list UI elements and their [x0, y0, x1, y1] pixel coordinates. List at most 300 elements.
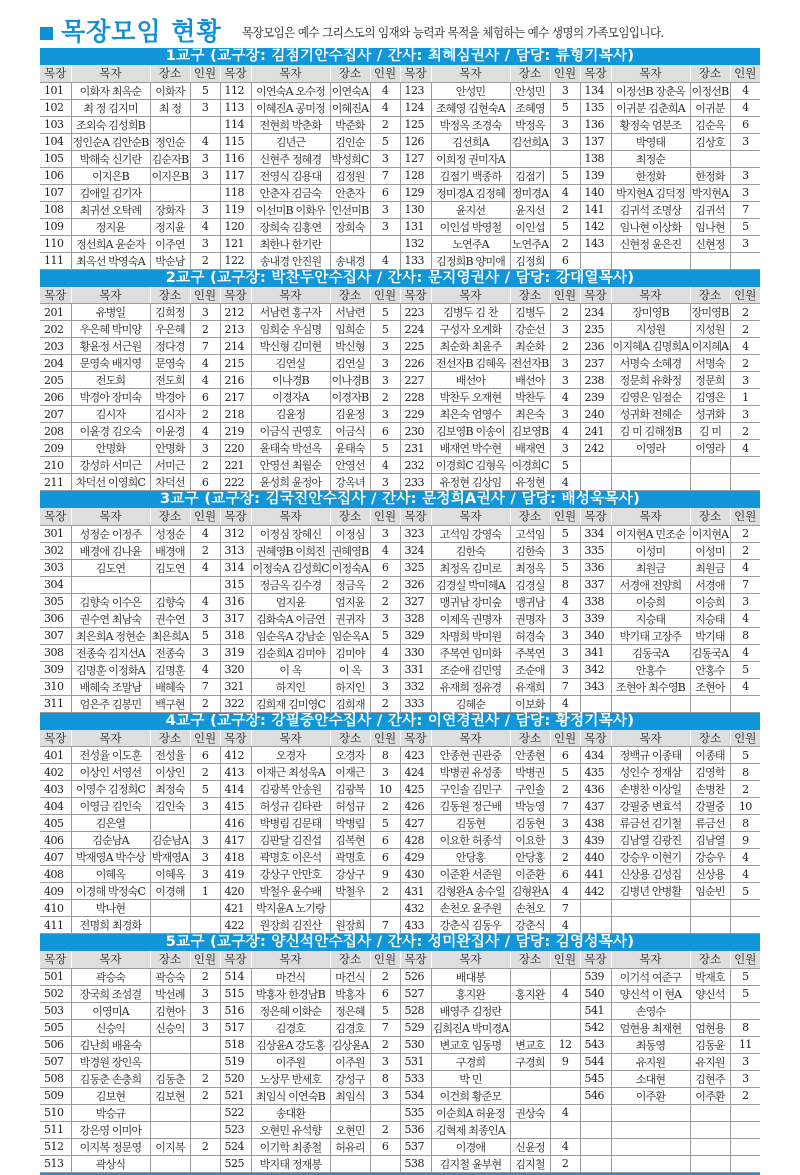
member-count: 4: [550, 917, 580, 934]
shepherd-names: 오경자: [251, 747, 330, 764]
column-header-shepherd-names: 목자: [251, 65, 330, 82]
meeting-place: 윤지선: [510, 201, 550, 218]
member-count: 3: [370, 150, 400, 167]
shepherd-names: 박 민: [431, 1070, 510, 1087]
member-count: 2: [550, 1155, 580, 1172]
meeting-place: 윤태숙: [330, 440, 370, 457]
member-count: 2: [730, 525, 760, 542]
shepherd-names: 정은혜 이화순: [251, 1002, 330, 1019]
meeting-place: 안홍수: [690, 661, 730, 678]
member-count: [190, 1121, 220, 1138]
shepherd-names: 박신형 김미현: [251, 338, 330, 355]
group-number: 305: [40, 593, 71, 610]
column-header-meeting-place: 장소: [150, 951, 190, 968]
table-row: [40, 133, 760, 150]
meeting-place: 안명화: [150, 440, 190, 457]
group-number: 405: [40, 815, 71, 832]
meeting-place: [150, 576, 190, 593]
shepherd-names: 이준환 서준원: [431, 866, 510, 883]
meeting-place: 노연주A: [510, 235, 550, 252]
member-count: 6: [550, 252, 580, 269]
group-number: 423: [400, 747, 431, 764]
column-header-meeting-place: 장소: [690, 508, 730, 525]
meeting-place: 김현아: [150, 1002, 190, 1019]
member-count: 3: [730, 235, 760, 252]
shepherd-names: 김상윤A 강도홍: [251, 1036, 330, 1053]
table-row: [40, 1002, 760, 1019]
group-number: 303: [40, 559, 71, 576]
column-header-shepherd-names: 목자: [431, 730, 510, 747]
shepherd-names: 이나경B: [251, 372, 330, 389]
meeting-place: 장미영B: [690, 304, 730, 321]
shepherd-names: 이정선B 장춘옥: [611, 82, 690, 99]
shepherd-names: 윤태숙 박선옥: [251, 440, 330, 457]
member-count: 3: [550, 406, 580, 423]
column-header-group-number: 목장: [40, 287, 71, 304]
column-header-member-count: 인원: [190, 951, 220, 968]
table-row: [40, 593, 760, 610]
shepherd-names: 최정순: [611, 150, 690, 167]
shepherd-names: 이경애: [431, 1138, 510, 1155]
group-number: 109: [40, 218, 71, 235]
member-count: 3: [370, 661, 400, 678]
group-number: 138: [580, 150, 611, 167]
meeting-place: 강옥녀: [330, 474, 370, 491]
shepherd-names: 김윤정: [251, 406, 330, 423]
member-count: [730, 900, 760, 917]
member-count: [190, 576, 220, 593]
meeting-place: 문영숙: [150, 355, 190, 372]
meeting-place: 박경아: [150, 389, 190, 406]
member-count: [370, 235, 400, 252]
member-count: 4: [370, 99, 400, 116]
shepherd-names: 김년근: [251, 133, 330, 150]
member-count: 8: [370, 1070, 400, 1087]
member-count: 8: [370, 747, 400, 764]
member-count: [550, 150, 580, 167]
table-row: [40, 559, 760, 576]
shepherd-names: 이 옥: [251, 661, 330, 678]
meeting-place: 조현아: [690, 678, 730, 695]
group-number: 112: [220, 82, 251, 99]
shepherd-names: 박찬두 오재현: [431, 389, 510, 406]
shepherd-names: 이정숙A 김성희C: [251, 559, 330, 576]
meeting-place: [150, 900, 190, 917]
table-row: [40, 917, 760, 934]
meeting-place: 김경호: [330, 1019, 370, 1036]
member-count: [370, 1104, 400, 1121]
group-number: 545: [580, 1070, 611, 1087]
shepherd-names: [611, 695, 690, 712]
table-row: [40, 150, 760, 167]
table-row: [40, 218, 760, 235]
meeting-place: 김희정: [150, 304, 190, 321]
group-number: 403: [40, 781, 71, 798]
meeting-place: 최임식: [330, 1087, 370, 1104]
shepherd-names: 안당홍: [431, 849, 510, 866]
group-number: 426: [400, 798, 431, 815]
meeting-place: 김윤정: [330, 406, 370, 423]
column-header-group-number: 목장: [580, 508, 611, 525]
shepherd-names: 강은영 이미아: [71, 1121, 150, 1138]
group-number: 430: [400, 866, 431, 883]
member-count: [730, 695, 760, 712]
table-row: [40, 423, 760, 440]
meeting-place: 임나현: [690, 218, 730, 235]
meeting-place: [150, 1053, 190, 1070]
column-header-member-count: 인원: [730, 730, 760, 747]
shepherd-names: 조현아 최수영B: [611, 678, 690, 695]
shepherd-names: 지성원: [611, 321, 690, 338]
shepherd-names: 신현정 윤은진: [611, 235, 690, 252]
member-count: 6: [370, 1138, 400, 1155]
member-count: [190, 1053, 220, 1070]
group-number: 104: [40, 133, 71, 150]
meeting-place: 양신석: [690, 985, 730, 1002]
group-number: 412: [220, 747, 251, 764]
group-number: 529: [400, 1019, 431, 1036]
column-header-meeting-place: 장소: [330, 287, 370, 304]
group-number: 306: [40, 610, 71, 627]
shepherd-names: 김정희B 양미애: [431, 252, 510, 269]
member-count: 2: [370, 576, 400, 593]
table-row: [40, 695, 760, 712]
member-count: 3: [550, 133, 580, 150]
group-number: 111: [40, 252, 71, 269]
meeting-place: [690, 252, 730, 269]
shepherd-names: 유지원: [611, 1053, 690, 1070]
member-count: 2: [190, 968, 220, 985]
member-count: 3: [550, 355, 580, 372]
shepherd-names: 구성자 오계화: [431, 321, 510, 338]
member-count: [730, 1104, 760, 1121]
meeting-place: 권명자: [510, 610, 550, 627]
shepherd-names: 이지은B: [71, 167, 150, 184]
meeting-place: 이재근: [330, 764, 370, 781]
shepherd-names: 우은혜 박미양: [71, 321, 150, 338]
meeting-place: [150, 1121, 190, 1138]
group-number: 121: [220, 235, 251, 252]
group-number: 204: [40, 355, 71, 372]
shepherd-names: 김선희A: [431, 133, 510, 150]
member-count: 6: [190, 747, 220, 764]
meeting-place: 이화자: [150, 82, 190, 99]
group-number: 221: [220, 457, 251, 474]
group-number: 509: [40, 1087, 71, 1104]
shepherd-names: 이윤경 김오숙: [71, 423, 150, 440]
meeting-place: 신윤정: [510, 1138, 550, 1155]
shepherd-names: 양신석 이 현A: [611, 985, 690, 1002]
meeting-place: 이 옥: [330, 661, 370, 678]
group-number: 107: [40, 184, 71, 201]
meeting-place: 박정옥: [510, 116, 550, 133]
meeting-place: 박재호: [690, 968, 730, 985]
meeting-place: 강필중: [690, 798, 730, 815]
meeting-place: 박순남: [150, 252, 190, 269]
group-number: 418: [220, 849, 251, 866]
table-row: [40, 235, 760, 252]
group-number: 304: [40, 576, 71, 593]
group-number: 438: [580, 815, 611, 832]
meeting-place: 원장희: [330, 917, 370, 934]
table-row: [40, 338, 760, 355]
column-header-group-number: 목장: [580, 730, 611, 747]
shepherd-names: 마건식: [251, 968, 330, 985]
meeting-place: 오경자: [330, 747, 370, 764]
meeting-place: 임희순: [330, 321, 370, 338]
member-count: [730, 457, 760, 474]
group-number: 339: [580, 610, 611, 627]
group-number: 224: [400, 321, 431, 338]
group-number: 308: [40, 644, 71, 661]
group-number: 340: [580, 627, 611, 644]
shepherd-names: [611, 457, 690, 474]
group-number: 513: [40, 1155, 71, 1172]
shepherd-names: 엄은주 김봉민: [71, 695, 150, 712]
shepherd-names: 김애일 김기자: [71, 184, 150, 201]
shepherd-names: 이영금 김인숙: [71, 798, 150, 815]
table-row: [40, 1121, 760, 1138]
group-number: 218: [220, 406, 251, 423]
member-count: 10: [730, 798, 760, 815]
shepherd-names: 강춘식 김동우: [431, 917, 510, 934]
meeting-place: 이성미: [690, 542, 730, 559]
column-header-shepherd-names: 목자: [251, 508, 330, 525]
shepherd-names: 배선아: [431, 372, 510, 389]
shepherd-names: 윤성희 윤정아: [251, 474, 330, 491]
column-header-shepherd-names: 목자: [71, 508, 150, 525]
group-number: 216: [220, 372, 251, 389]
group-number: 334: [580, 525, 611, 542]
shepherd-names: 안명화: [71, 440, 150, 457]
shepherd-names: 박영태: [611, 133, 690, 150]
group-number: 525: [220, 1155, 251, 1172]
group-number: 133: [400, 252, 431, 269]
meeting-place: 박찬두: [510, 389, 550, 406]
meeting-place: 성귀화: [690, 406, 730, 423]
member-count: 6: [370, 559, 400, 576]
shepherd-names: 김경호: [251, 1019, 330, 1036]
shepherd-names: [611, 1104, 690, 1121]
meeting-place: 김동춘: [150, 1070, 190, 1087]
column-header-group-number: 목장: [400, 287, 431, 304]
member-count: 1: [190, 883, 220, 900]
group-number: 341: [580, 644, 611, 661]
district-table: [40, 508, 760, 713]
member-count: [190, 917, 220, 934]
shepherd-names: 손천오 윤주원: [431, 900, 510, 917]
member-count: 3: [370, 338, 400, 355]
member-count: 2: [730, 781, 760, 798]
meeting-place: 배혜숙: [150, 678, 190, 695]
table-row: [40, 832, 760, 849]
meeting-place: 박병림: [330, 815, 370, 832]
table-row: [40, 798, 760, 815]
meeting-place: 오현민: [330, 1121, 370, 1138]
meeting-place: 이인섭: [510, 218, 550, 235]
group-number: 427: [400, 815, 431, 832]
shepherd-names: 박해숙 신기란: [71, 150, 150, 167]
column-header-shepherd-names: 목자: [431, 508, 510, 525]
meeting-place: 구경희: [510, 1053, 550, 1070]
group-number: 515: [220, 985, 251, 1002]
table-row: [40, 883, 760, 900]
shepherd-names: 정선희A 윤순자: [71, 235, 150, 252]
meeting-place: 구인솔: [510, 781, 550, 798]
group-number: 330: [400, 644, 431, 661]
shepherd-names: 김동원 정근배: [431, 798, 510, 815]
meeting-place: 박홍자: [330, 985, 370, 1002]
column-header-group-number: 목장: [40, 730, 71, 747]
district-table: [40, 730, 760, 935]
shepherd-names: 김영은 임점순: [611, 389, 690, 406]
member-count: 3: [550, 321, 580, 338]
member-count: [190, 1155, 220, 1172]
member-count: 4: [190, 372, 220, 389]
shepherd-names: 유재희 정유경: [431, 678, 510, 695]
meeting-place: 이정숙A: [330, 559, 370, 576]
table-row: [40, 167, 760, 184]
group-number: [580, 1155, 611, 1172]
group-number: 428: [400, 832, 431, 849]
group-number: 342: [580, 661, 611, 678]
shepherd-names: 조혜영 김현숙A: [431, 99, 510, 116]
shepherd-names: 이지혜A 김명희A: [611, 338, 690, 355]
column-header-group-number: 목장: [40, 508, 71, 525]
shepherd-names: 이상인 서영선: [71, 764, 150, 781]
column-header-meeting-place: 장소: [150, 287, 190, 304]
shepherd-names: 박철우 윤수배: [251, 883, 330, 900]
group-number: 208: [40, 423, 71, 440]
shepherd-names: 엄지윤: [251, 593, 330, 610]
column-header-member-count: 인원: [550, 65, 580, 82]
member-count: [730, 1138, 760, 1155]
group-number: 531: [400, 1053, 431, 1070]
group-number: 207: [40, 406, 71, 423]
table-row: [40, 372, 760, 389]
group-number: 137: [580, 133, 611, 150]
group-number: 537: [400, 1138, 431, 1155]
shepherd-names: 서남련 홍구자: [251, 304, 330, 321]
group-number: 534: [400, 1087, 431, 1104]
shepherd-names: 전성율 이도훈: [71, 747, 150, 764]
meeting-place: 김현주: [690, 1070, 730, 1087]
meeting-place: 조순애: [510, 661, 550, 678]
column-header-shepherd-names: 목자: [71, 951, 150, 968]
group-number: [580, 900, 611, 917]
member-count: 4: [550, 423, 580, 440]
group-number: 540: [580, 985, 611, 1002]
meeting-place: [510, 1019, 550, 1036]
shepherd-names: 이요한 허종석: [431, 832, 510, 849]
table-row: [40, 627, 760, 644]
shepherd-names: 김난희 배윤숙: [71, 1036, 150, 1053]
meeting-place: 한정화: [690, 167, 730, 184]
shepherd-names: 최정옥 김미로: [431, 559, 510, 576]
shepherd-names: 최순화 최윤주: [431, 338, 510, 355]
shepherd-names: 송대환: [251, 1104, 330, 1121]
column-header-group-number: 목장: [40, 951, 71, 968]
page-header: [40, 0, 760, 48]
member-count: 4: [730, 678, 760, 695]
member-count: [370, 900, 400, 917]
meeting-place: 이나경B: [330, 372, 370, 389]
shepherd-names: 곽상식: [71, 1155, 150, 1172]
meeting-place: 신상용: [690, 866, 730, 883]
shepherd-names: 오현민 유석향: [251, 1121, 330, 1138]
member-count: 4: [550, 1138, 580, 1155]
meeting-place: 임순옥A: [330, 627, 370, 644]
table-row: [40, 900, 760, 917]
shepherd-names: 이주원: [251, 1053, 330, 1070]
meeting-place: 이지은B: [150, 167, 190, 184]
group-number: 238: [580, 372, 611, 389]
meeting-place: 김향숙: [150, 593, 190, 610]
group-number: 511: [40, 1121, 71, 1138]
group-number: 544: [580, 1053, 611, 1070]
shepherd-names: 이영미A: [71, 1002, 150, 1019]
column-header-group-number: 목장: [40, 65, 71, 82]
meeting-place: 김광복: [330, 781, 370, 798]
meeting-place: 김상호: [690, 133, 730, 150]
shepherd-names: 김순희A 김미야: [251, 644, 330, 661]
shepherd-names: 김시자: [71, 406, 150, 423]
shepherd-names: 장국희 조섬결: [71, 985, 150, 1002]
district-section-2: [40, 270, 760, 492]
meeting-place: 하지인: [330, 678, 370, 695]
group-number: 318: [220, 627, 251, 644]
group-number: [580, 695, 611, 712]
member-count: 7: [550, 678, 580, 695]
group-number: 527: [400, 985, 431, 1002]
shepherd-names: 이제옥 권명자: [431, 610, 510, 627]
member-count: 4: [550, 1104, 580, 1121]
member-count: 7: [370, 917, 400, 934]
member-count: 3: [550, 82, 580, 99]
group-number: 114: [220, 116, 251, 133]
table-row: [40, 389, 760, 406]
group-number: 433: [400, 917, 431, 934]
member-count: 5: [370, 321, 400, 338]
shepherd-names: 엄현용 최재현: [611, 1019, 690, 1036]
shepherd-names: 강상구 안만호: [251, 866, 330, 883]
group-number: 240: [580, 406, 611, 423]
district-section-5: [40, 934, 760, 1173]
shepherd-names: [611, 900, 690, 917]
member-count: 3: [550, 627, 580, 644]
shepherd-names: 강승우 이현기: [611, 849, 690, 866]
member-count: 3: [190, 832, 220, 849]
shepherd-names: 이선미B 이화우: [251, 201, 330, 218]
group-number: 103: [40, 116, 71, 133]
shepherd-names: 성정순 이정주: [71, 525, 150, 542]
shepherd-names: 김명훈 이정화A: [71, 661, 150, 678]
column-header-member-count: 인원: [370, 65, 400, 82]
group-number: 230: [400, 423, 431, 440]
meeting-place: 김병두: [510, 304, 550, 321]
group-number: 214: [220, 338, 251, 355]
meeting-place: 권혜영B: [330, 542, 370, 559]
group-number: 225: [400, 338, 431, 355]
group-number: 422: [220, 917, 251, 934]
shepherd-names: [71, 576, 150, 593]
shepherd-names: 소대현: [611, 1070, 690, 1087]
shepherd-names: 이영라: [611, 440, 690, 457]
shepherd-names: 배대봉: [431, 968, 510, 985]
group-number: 510: [40, 1104, 71, 1121]
shepherd-names: 박병권 유성종: [431, 764, 510, 781]
member-count: 3: [370, 474, 400, 491]
